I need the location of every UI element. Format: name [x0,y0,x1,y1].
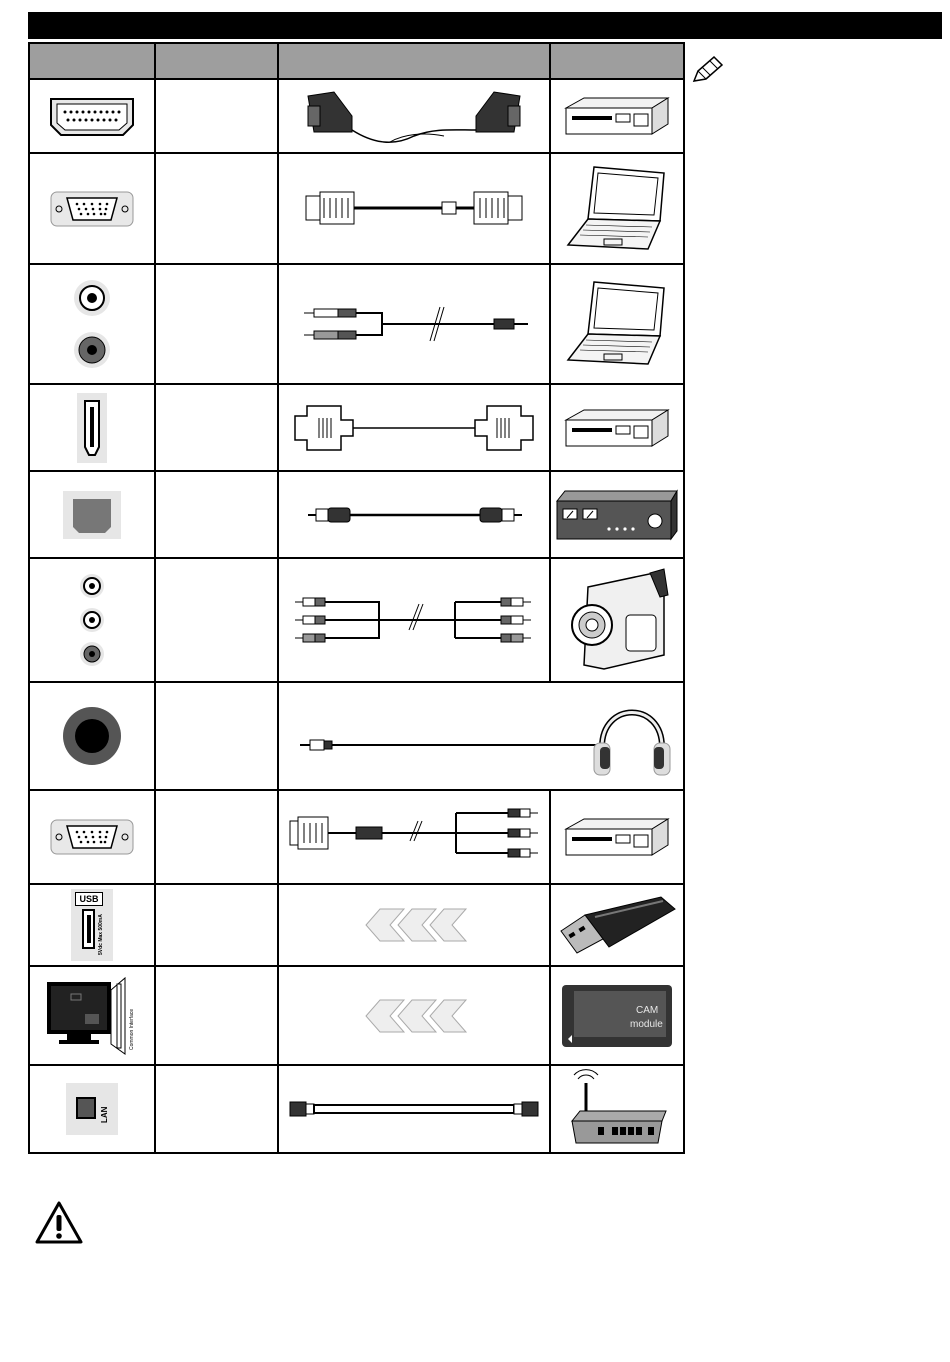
audio-amplifier-icon [555,489,679,541]
dvd-recorder-icon [562,94,672,138]
table-row [30,265,683,383]
network-router-icon [562,1071,672,1147]
header-cell-device [551,44,683,78]
hdmi-cable-icon [289,396,539,460]
audio-in-right-jack-icon [79,641,105,667]
table-row [30,1066,683,1152]
usb-port-label: USB [75,892,103,906]
usb-port-icon [71,889,113,961]
table-row [30,791,683,883]
pencil-note-icon [690,55,724,85]
dvd-device-icon [562,815,672,859]
header-cell-connector [30,44,156,78]
ethernet-cable-icon [284,1094,544,1124]
laptop-icon [564,163,670,255]
insert-arrows-icon-2 [360,998,468,1034]
table-row [30,885,683,965]
lan-port-icon [66,1083,118,1135]
connection-table [28,42,685,1154]
vga-to-component-cable-icon [286,805,542,869]
table-row [30,80,683,152]
optical-spdif-port-icon [61,489,123,541]
section-title-bar [28,12,942,39]
insert-arrows-icon [360,907,468,943]
usb-flash-drive-icon [555,895,679,955]
scart-cable-icon [294,84,534,148]
usb-power-rating: 5Vdc Max 500mA [98,914,104,955]
av-rca-cable-icon [289,590,539,650]
table-row [30,683,683,789]
camcorder-icon [564,565,670,675]
rca-to-jack-cable-icon [294,299,534,349]
tv-ci-slot-icon [45,976,139,1056]
cam-module-card-icon [560,983,674,1049]
header-cell-cables [279,44,551,78]
audio-in-left-jack-icon [79,607,105,633]
vga-component-port-icon [49,818,135,856]
video-in-yellow-jack-icon [79,573,105,599]
header-cell-type [156,44,279,78]
dvd-player-icon [562,406,672,450]
headphone-jack-icon [61,705,123,767]
warning-triangle-icon [34,1200,84,1246]
common-interface-label: Common Interface [129,1008,135,1050]
cam-module-label-line1: CAM [636,1004,659,1016]
table-header [30,44,683,80]
audio-in-red-jack-icon [72,330,112,370]
vga-cable-icon [294,184,534,234]
audio-in-white-jack-icon [72,278,112,318]
cam-module-label-line2: module [630,1018,663,1030]
table-row [30,472,683,557]
hdmi-port-icon [75,391,109,465]
optical-cable-icon [294,500,534,530]
lan-port-label: LAN [100,1106,109,1123]
table-row [30,967,683,1064]
laptop-icon-2 [564,278,670,370]
table-row [30,154,683,263]
table-row [30,385,683,470]
vga-port-icon [49,190,135,228]
table-row [30,559,683,681]
headphone-cable-icon [286,691,676,781]
scart-socket-icon [47,95,137,137]
